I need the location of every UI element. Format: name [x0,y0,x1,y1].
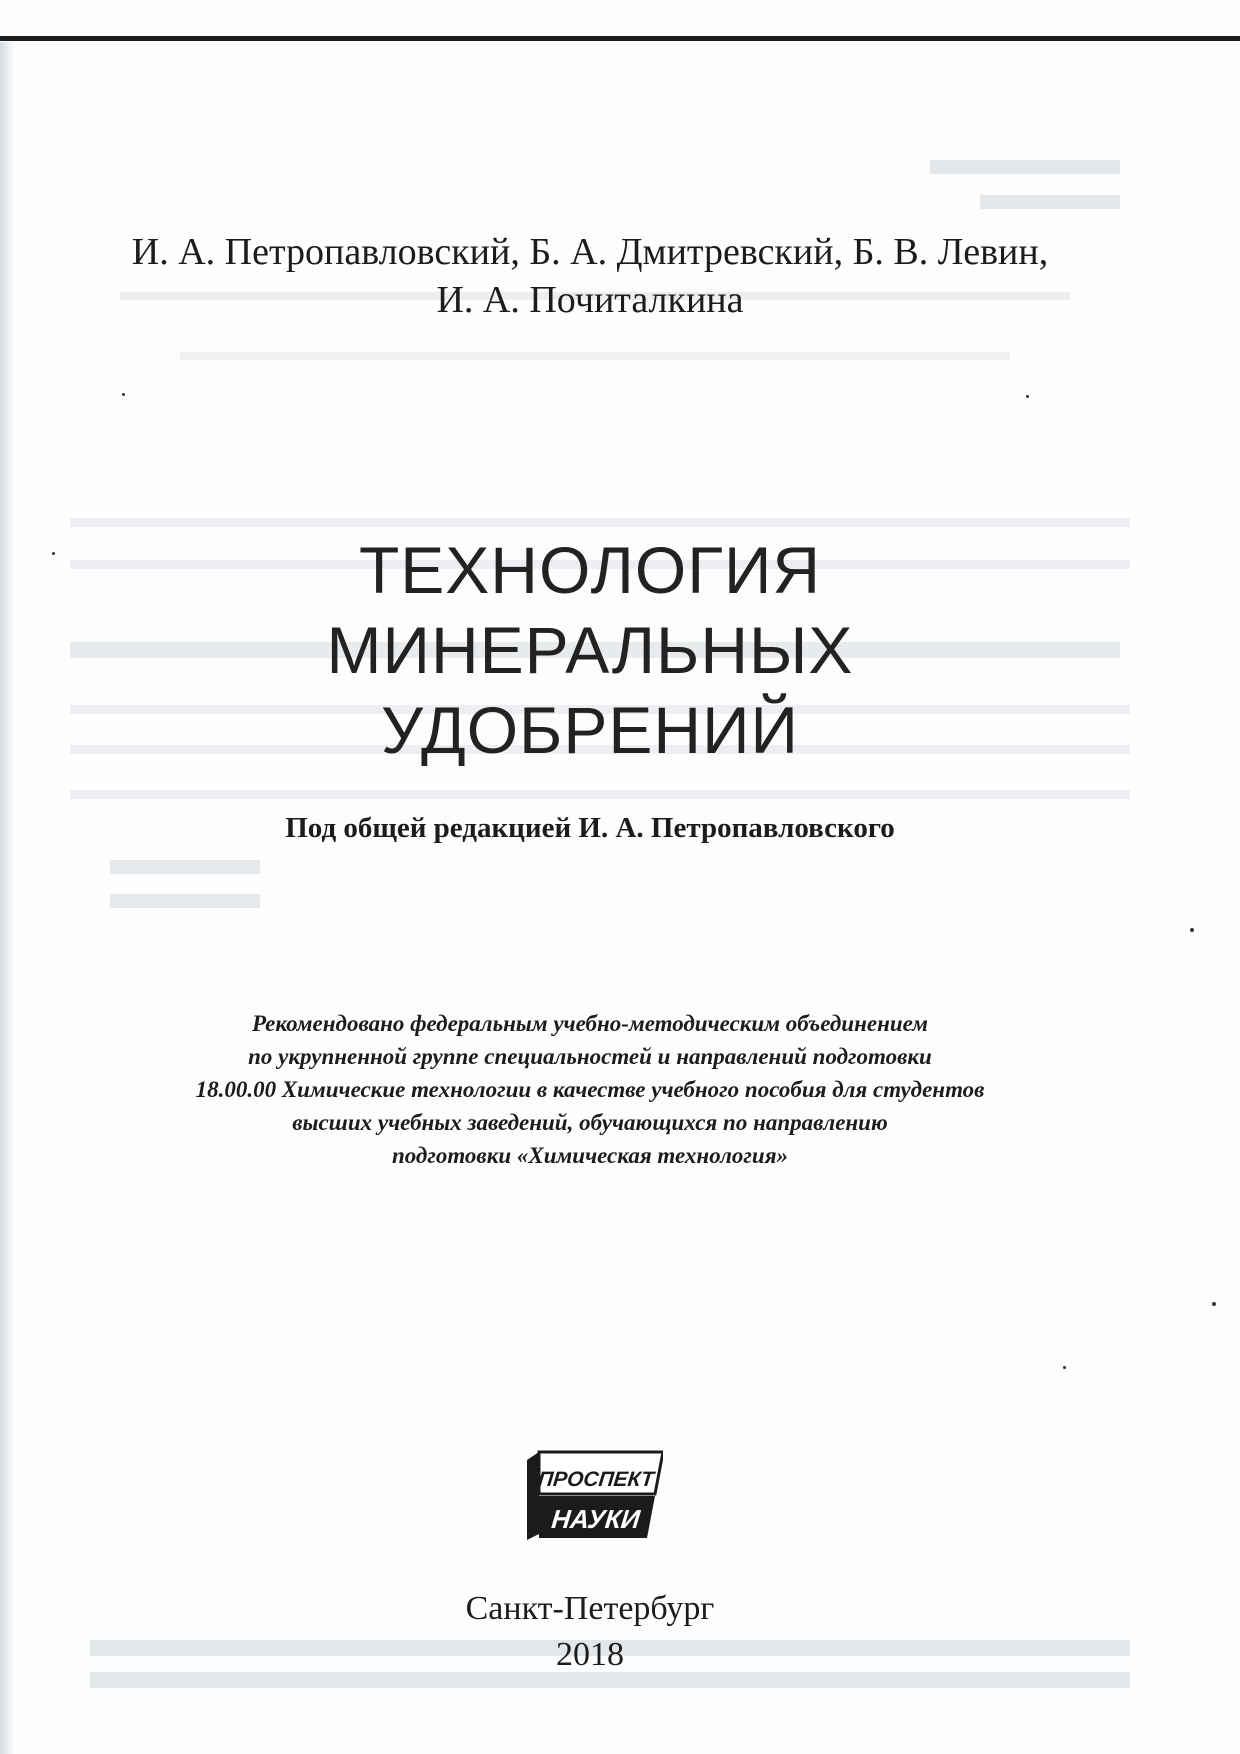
editor-credit: Под общей редакцией И. А. Петропавловского [285,812,895,844]
book-title-line: УДОБРЕНИЙ [381,693,799,767]
scan-speck [1212,1302,1216,1306]
recommendation-line: по укрупненной группе специальностей и направлений подготовки [248,1044,932,1069]
scan-speck [1026,395,1029,398]
publisher-logo-top-word: ПРОСПЕКТ [536,1468,655,1491]
scan-speck [1063,1366,1066,1369]
book-title-line: МИНЕРАЛЬНЫХ [326,613,854,687]
book-title-line: ТЕХНОЛОГИЯ [358,533,822,607]
publisher-logo-bottom-word: НАУКИ [550,1504,642,1534]
recommendation-text [0,1007,1180,1172]
publisher-logo-icon [523,1450,663,1540]
imprint-year: 2018 [556,1636,624,1673]
publisher-logo [523,1450,663,1540]
recommendation-line: высших учебных заведений, обучающихся по направлению [292,1110,888,1135]
scan-speck [122,393,125,396]
authors-line: И. А. Петропавловский, Б. А. Дмитревский, Б. В. Левин, [131,231,1049,273]
scan-speck [1190,928,1194,932]
authors-line: И. А. Почиталкина [436,279,744,321]
imprint-city: Санкт-Петербург [465,1590,715,1627]
recommendation-line: Рекомендовано федеральным учебно-методическим объединением [251,1011,929,1036]
book-title [0,530,1180,770]
scan-top-rule [0,36,1240,41]
recommendation-line: подготовки «Химическая технология» [391,1143,789,1168]
authors [0,228,1180,324]
recommendation-line: 18.00.00 Химические технологии в качестве учебного пособия для студентов [195,1077,985,1102]
